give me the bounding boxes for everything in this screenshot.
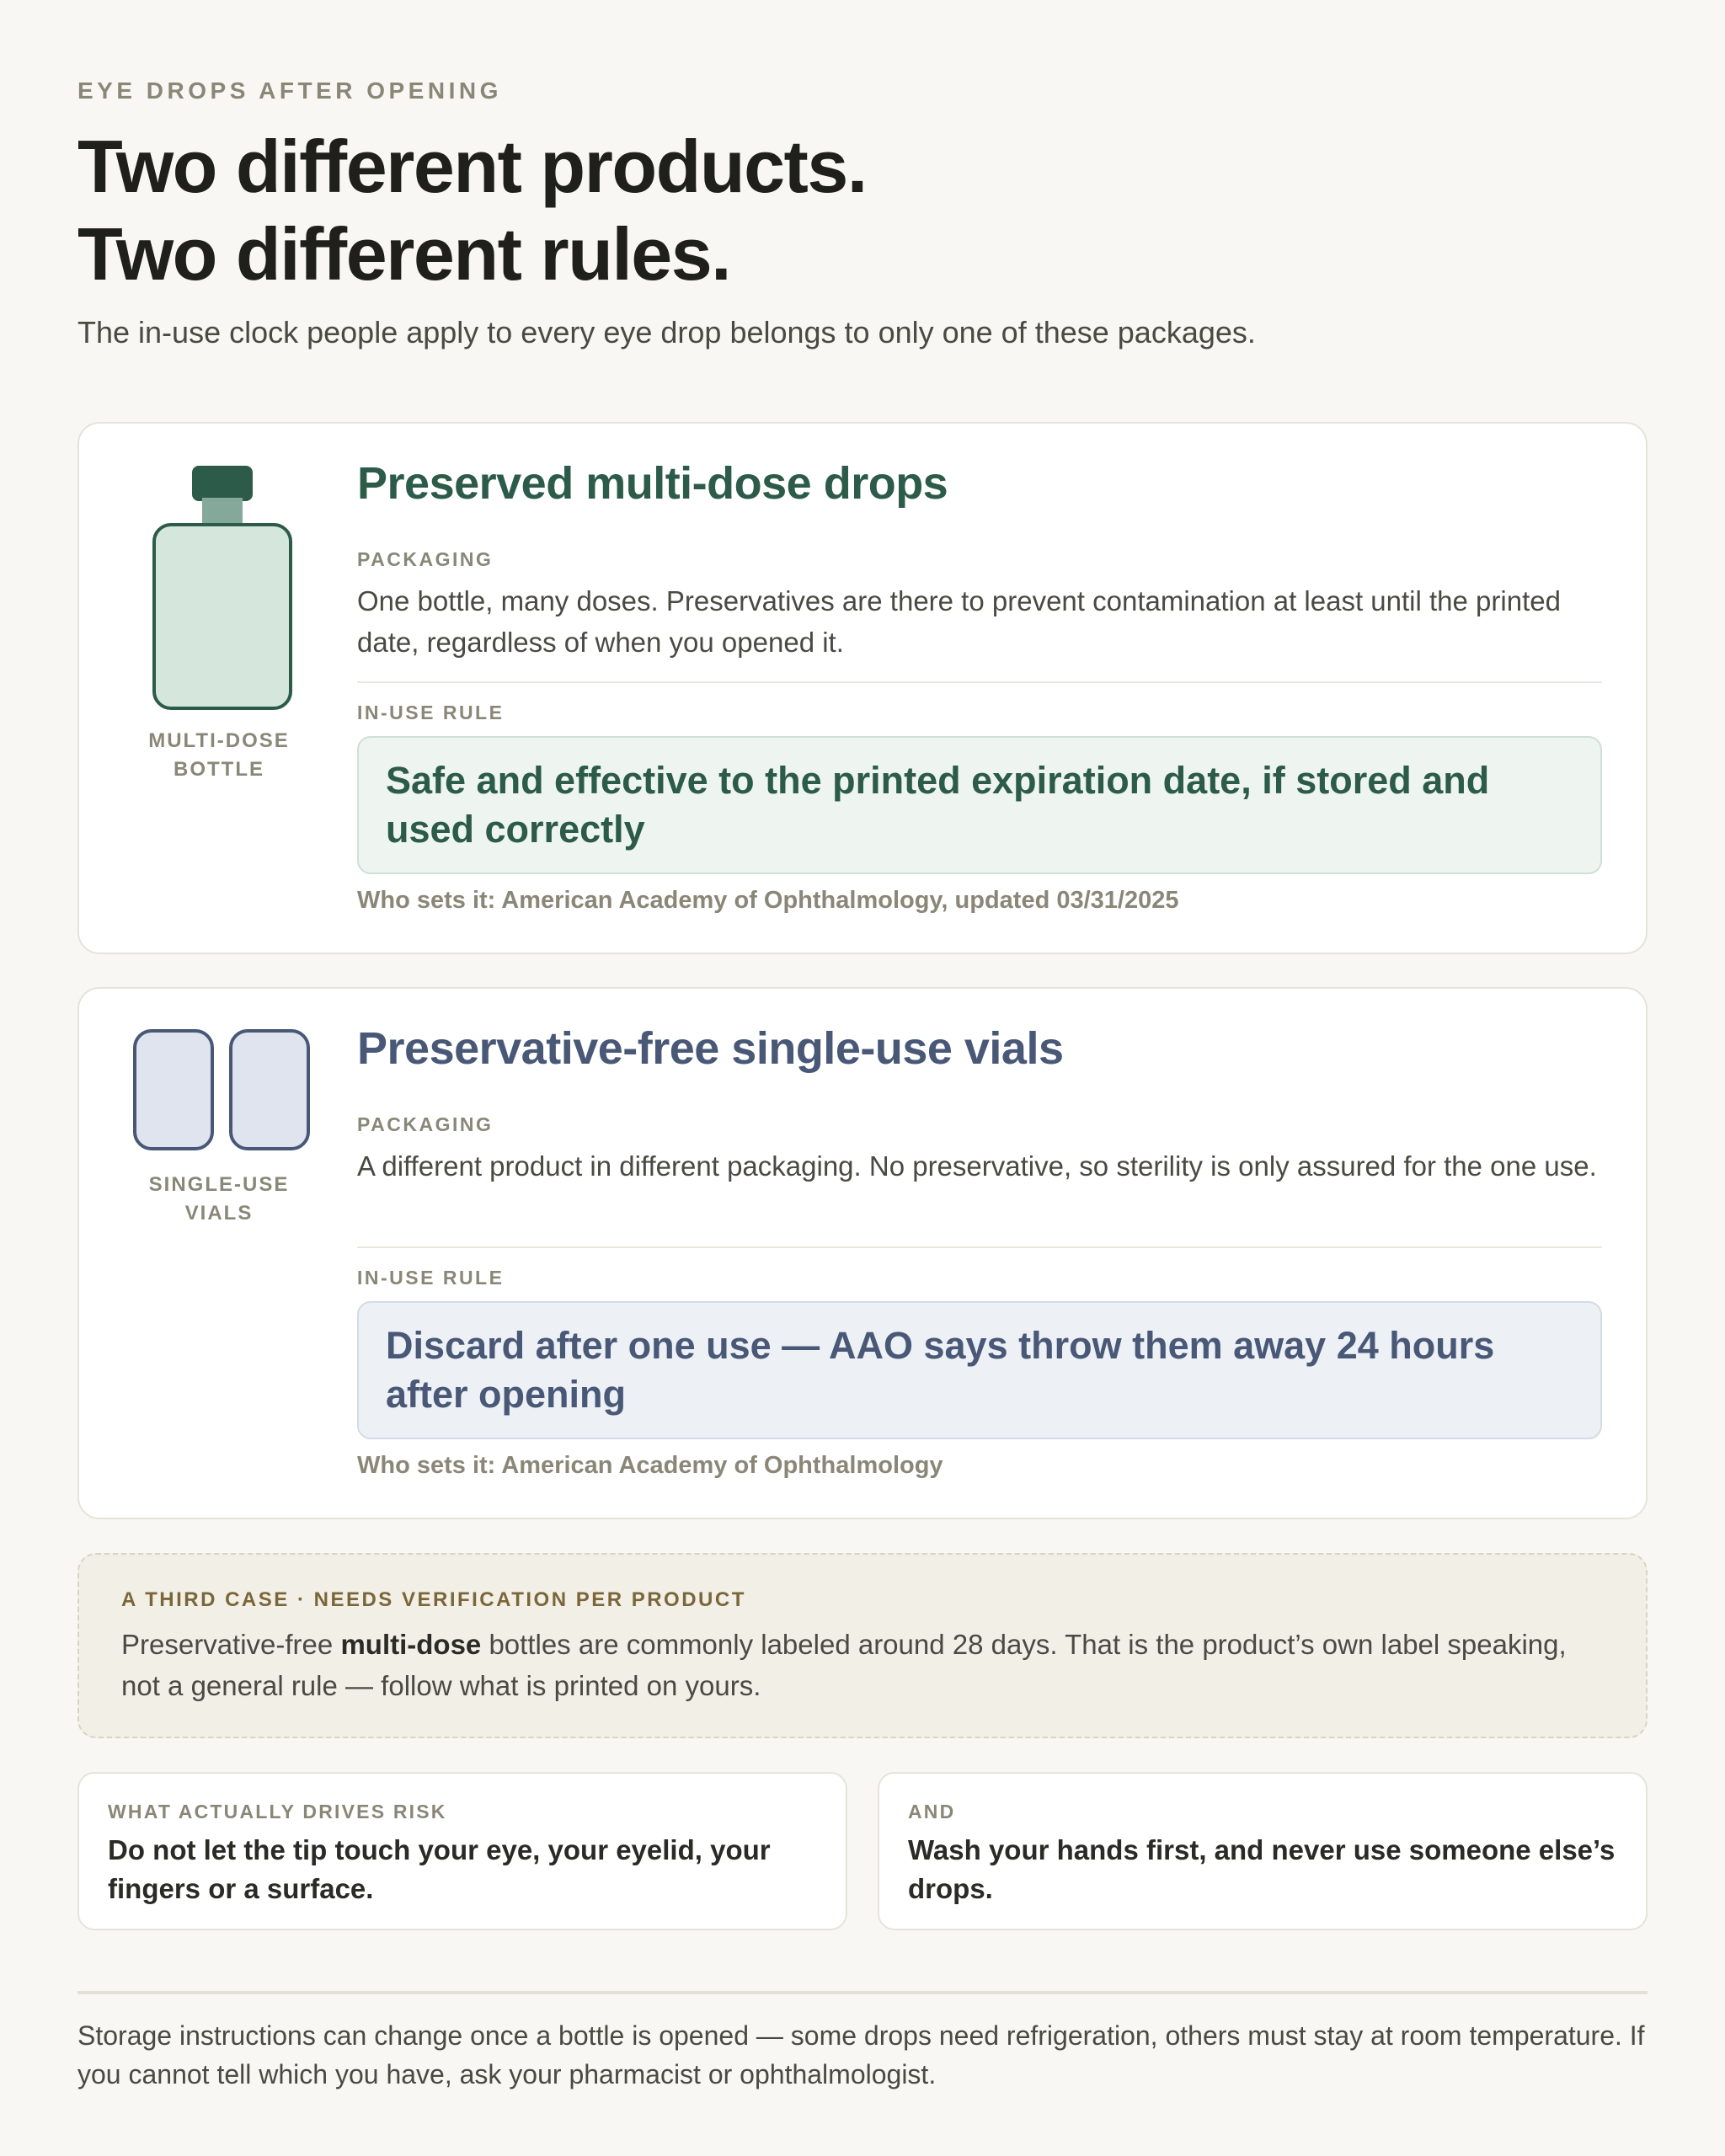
source-text: Who sets it: American Academy of Ophthalmology bbox=[357, 1452, 943, 1479]
page-title bbox=[77, 123, 867, 298]
source-text: Who sets it: American Academy of Ophthalmology, updated 03/31/2025 bbox=[357, 887, 1179, 914]
emphasis: multi-dose bbox=[340, 1629, 482, 1660]
third-case-text: Preservative-free multi-dose bottles are commonly labeled around 28 days. That is the product’s own label speaking, not a general rule — follow what is printed on yours. bbox=[121, 1629, 1567, 1701]
card-title: Preserved multi-dose drops bbox=[357, 458, 948, 509]
kicker: EYE DROPS AFTER OPENING bbox=[77, 77, 502, 104]
illustration-label: SINGLE-USE VIALS bbox=[148, 1173, 290, 1225]
packaging-label: PACKAGING bbox=[357, 1113, 494, 1135]
tip-card-risk bbox=[77, 1772, 847, 1930]
packaging-label: PACKAGING bbox=[357, 548, 494, 570]
rule-label: IN-USE RULE bbox=[357, 1267, 505, 1289]
divider bbox=[357, 1246, 1602, 1248]
rule-box: Safe and effective to the printed expiration date, if stored and used correctly bbox=[357, 736, 1602, 874]
rule-box: Discard after one use — AAO says throw them away 24 hours after opening bbox=[357, 1301, 1602, 1439]
tip-label: WHAT ACTUALLY DRIVES RISK bbox=[108, 1801, 447, 1822]
third-case-label: A THIRD CASE · NEEDS VERIFICATION PER PRODUCT bbox=[121, 1588, 746, 1611]
tip-card-hygiene bbox=[878, 1772, 1648, 1930]
illustration-label: MULTI-DOSE BOTTLE bbox=[148, 729, 290, 781]
divider bbox=[357, 681, 1602, 683]
tip-text: Wash your hands first, and never use someone else’s drops. bbox=[908, 1834, 1616, 1904]
packaging-text: One bottle, many doses. Preservatives are there to prevent contamination at least until the printed date, regardless of when you opened it. bbox=[357, 585, 1561, 658]
third-case-callout bbox=[77, 1553, 1648, 1738]
card-title: Preservative-free single-use vials bbox=[357, 1023, 1064, 1074]
footer-note: Storage instructions can change once a bottle is opened — some drops need refrigeration, others must stay at room temperature. If you cannot tell which you have, ask your pharmacist or ophthalmologist. bbox=[77, 2020, 1645, 2089]
footer-divider bbox=[77, 1991, 1648, 1994]
card-multi-dose bbox=[77, 422, 1648, 954]
bottle-icon bbox=[79, 424, 359, 727]
vials-icon bbox=[79, 989, 359, 1166]
headline-line-1: Two different products. bbox=[77, 125, 867, 208]
rule-label: IN-USE RULE bbox=[357, 702, 505, 723]
packaging-text: A different product in different packaging. No preservative, so sterility is only assured for the one use. bbox=[357, 1150, 1597, 1182]
tip-label: AND bbox=[908, 1801, 956, 1822]
tip-text: Do not let the tip touch your eye, your eyelid, your fingers or a surface. bbox=[108, 1834, 771, 1904]
subhead: The in-use clock people apply to every eye drop belongs to only one of these packages. bbox=[77, 315, 1256, 350]
card-single-use bbox=[77, 987, 1648, 1519]
headline-line-2: Two different rules. bbox=[77, 212, 731, 296]
